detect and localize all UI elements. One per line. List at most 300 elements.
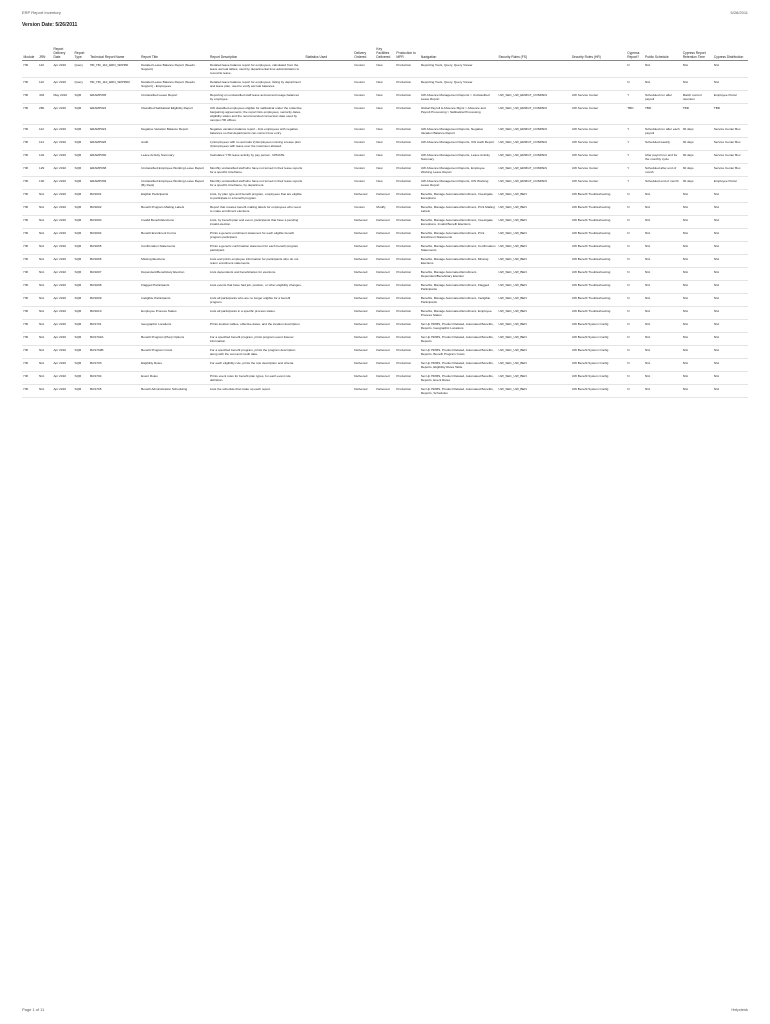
table-cell: UW_SEC_UW_BEN xyxy=(497,216,570,229)
table-cell: BAS003 xyxy=(89,216,140,229)
table-cell: N xyxy=(626,242,644,255)
table-cell: 280 xyxy=(38,104,52,125)
table-cell: N/A xyxy=(644,229,682,242)
table-cell: Custom xyxy=(353,104,375,125)
column-header: Delivery Ordered xyxy=(353,32,375,61)
table-cell: Modify xyxy=(375,203,395,216)
table-cell: UW Absence Management Reports > Unclassified Leave Report xyxy=(419,91,497,104)
table-cell: BAS704 xyxy=(89,372,140,385)
table-cell: SQR xyxy=(73,164,89,177)
table-cell: UW Benefit Troubleshooting xyxy=(570,294,626,307)
table-cell: Custom xyxy=(353,91,375,104)
table-cell: For a specified benefit program, prints program event listener information. xyxy=(208,333,303,346)
table-cell: Prints location tables, effective dates, and the location description. xyxy=(208,320,303,333)
table-cell: SQR xyxy=(73,255,89,268)
table-cell: For a specified benefit program, prints the program description along with the cost and credit data. xyxy=(208,346,303,359)
table-cell: Apr 2010 xyxy=(52,320,73,333)
table-cell: SQR xyxy=(73,190,89,203)
table-cell: Benefit Enrollment Forms xyxy=(140,229,209,242)
table-cell: 114 xyxy=(38,138,52,151)
table-cell: May 2010 xyxy=(52,91,73,104)
table-cell: N/A xyxy=(681,190,712,203)
column-header: Navigation xyxy=(419,32,497,61)
table-cell xyxy=(304,294,353,307)
table-cell xyxy=(304,91,353,104)
table-cell: Apr 2010 xyxy=(52,294,73,307)
table-cell: Set Up HRMS, Product Related, Automated Benefits, Reports, Benefit Program Costs xyxy=(419,346,497,359)
table-cell: N xyxy=(626,216,644,229)
table-cell: N xyxy=(626,61,644,78)
table-cell: N/A xyxy=(681,216,712,229)
table-cell: HR xyxy=(22,138,38,151)
table-cell: N/A xyxy=(644,385,682,398)
table-cell: Delivered xyxy=(353,385,375,398)
table-cell: UW_SEC_UW_BEN xyxy=(497,320,570,333)
table-cell: Delivered xyxy=(353,190,375,203)
table-row xyxy=(22,294,748,307)
table-cell: 102 xyxy=(38,151,52,164)
table-cell: SQR xyxy=(73,125,89,138)
table-cell xyxy=(304,104,353,125)
table-cell: ERAMP035 xyxy=(89,91,140,104)
column-header: Production to MPR xyxy=(395,32,419,61)
table-cell: N/A xyxy=(712,242,748,255)
table-cell: HR xyxy=(22,190,38,203)
table-cell: Production xyxy=(395,164,419,177)
table-cell: Detailed leave balance report for employees, calculated from the leave accrual tables; used by departmental time administrators to reconcile leave. xyxy=(208,61,303,78)
column-header: Report Title xyxy=(140,32,209,61)
table-cell: Production xyxy=(395,294,419,307)
table-cell xyxy=(304,151,353,164)
table-cell: Apr 2010 xyxy=(52,333,73,346)
table-cell: New xyxy=(375,138,395,151)
table-cell: N/A xyxy=(38,203,52,216)
table-cell: Lists all participants who are no longer eligible for a benefit program. xyxy=(208,294,303,307)
table-cell: UW classified employees eligible for sabbatical under the collective bargaining agreements; the report lists employees, seniority dates, eligibility status and the recommended conversion date used by campus HR offices. xyxy=(208,104,303,125)
table-cell: HR_HR_110_ERN_SRPRD2 xyxy=(89,78,140,91)
table-cell: Set Up HRMS, Product Related, Automated Benefits, Reports, Event Rules xyxy=(419,372,497,385)
table-cell: ERAMP026 xyxy=(89,138,140,151)
table-cell: Custom xyxy=(353,164,375,177)
table-cell: Employee Process Status xyxy=(140,307,209,320)
table-cell: N/A xyxy=(38,359,52,372)
table-cell: Delivered xyxy=(375,307,395,320)
table-cell: Delivered xyxy=(375,255,395,268)
table-cell: SQR xyxy=(73,229,89,242)
table-cell: Geographic Locations xyxy=(140,320,209,333)
table-cell: Delivered xyxy=(375,268,395,281)
table-cell: Detailed Leave Balance Report (Needs Support) xyxy=(140,61,209,78)
table-cell: SQR xyxy=(73,281,89,294)
table-cell: UW Benefit Troubleshooting xyxy=(570,281,626,294)
table-cell: Delivered xyxy=(353,320,375,333)
table-row xyxy=(22,385,748,398)
table-cell: Custom xyxy=(353,138,375,151)
table-cell: New xyxy=(375,104,395,125)
table-cell: 30 days xyxy=(681,125,712,138)
table-cell: N/A xyxy=(712,190,748,203)
table-cell: Delivered xyxy=(353,359,375,372)
table-cell: BAS009 xyxy=(89,294,140,307)
table-cell: Production xyxy=(395,91,419,104)
table-cell: BAS008 xyxy=(89,281,140,294)
table-cell xyxy=(570,78,626,91)
table-cell xyxy=(304,385,353,398)
table-cell: N/A xyxy=(644,242,682,255)
table-cell: Delivered xyxy=(375,333,395,346)
table-row xyxy=(22,125,748,138)
table-row xyxy=(22,216,748,229)
table-cell: HR xyxy=(22,320,38,333)
table-cell: 30 days xyxy=(681,138,712,151)
table-cell: Benefit Administration Scheduling xyxy=(140,385,209,398)
table-cell: Employee Portal xyxy=(712,91,748,104)
table-cell: N/A xyxy=(712,320,748,333)
table-cell: Unclassified Leave Report xyxy=(140,91,209,104)
table-cell: N/A xyxy=(712,333,748,346)
table-cell: Detailed Leave Balance Report (Needs Support) - Employees xyxy=(140,78,209,91)
table-cell: 30 days xyxy=(681,164,712,177)
table-cell: N xyxy=(626,320,644,333)
table-cell: Benefit Program (Plan) Options xyxy=(140,333,209,346)
table-cell: UW_SEC_UW_BEN xyxy=(497,385,570,398)
table-cell: New xyxy=(375,78,395,91)
table-cell: N/A xyxy=(681,385,712,398)
table-cell: Benefits, Manage Automated Enrollment, Dependent/Beneficiary Election xyxy=(419,268,497,281)
table-cell: N/A xyxy=(644,320,682,333)
table-cell: UW Benefit Troubleshooting xyxy=(570,242,626,255)
table-cell xyxy=(304,281,353,294)
table-cell: BAS010 xyxy=(89,307,140,320)
table-cell: Y xyxy=(626,164,644,177)
table-cell: N/A xyxy=(712,216,748,229)
table-cell: Delivered xyxy=(375,281,395,294)
table-cell: N/A xyxy=(712,229,748,242)
table-cell: Scheduled run after each payroll xyxy=(644,125,682,138)
table-cell: N xyxy=(626,255,644,268)
table-cell: Prints event rules for benefit plan types, for each event rule definition. xyxy=(208,372,303,385)
table-cell: N/A xyxy=(681,242,712,255)
table-cell: 130 xyxy=(38,177,52,190)
table-cell: Benefits, Manage Automated Enrollment, Confirmation Statements xyxy=(419,242,497,255)
table-cell: N/A xyxy=(712,385,748,398)
table-cell: Delivered xyxy=(353,281,375,294)
table-cell: Prints a generic enrollment statement for each eligible benefit program participant. xyxy=(208,229,303,242)
table-cell: UW_SEC_UW_BEN xyxy=(497,294,570,307)
table-row xyxy=(22,229,748,242)
table-cell: Apr 2010 xyxy=(52,255,73,268)
table-cell: N/A xyxy=(644,333,682,346)
table-cell: ERAMP024 xyxy=(89,125,140,138)
table-cell: Benefits, Manage Automated Enrollment, Missing Elections xyxy=(419,255,497,268)
table-cell: Flagged Participants xyxy=(140,281,209,294)
table-cell: UW Benefit Troubleshooting xyxy=(570,255,626,268)
table-cell: New xyxy=(375,151,395,164)
table-cell: UW Absence Management Reports, Negative Vacation Balance Report xyxy=(419,125,497,138)
table-cell: SQR xyxy=(73,346,89,359)
table-cell: HR xyxy=(22,91,38,104)
table-cell: N/A xyxy=(712,359,748,372)
table-cell: N/A xyxy=(644,268,682,281)
table-cell: Apr 2010 xyxy=(52,307,73,320)
table-cell: HR xyxy=(22,61,38,78)
table-cell: Delivered xyxy=(353,307,375,320)
table-cell: 129 xyxy=(38,164,52,177)
column-header: Technical Report Name xyxy=(89,32,140,61)
table-cell: UW Benefit Troubleshooting xyxy=(570,268,626,281)
table-cell: Apr 2010 xyxy=(52,346,73,359)
table-cell: TBD xyxy=(712,104,748,125)
table-cell: BAS002 xyxy=(89,203,140,216)
table-cell: HR xyxy=(22,151,38,164)
table-cell: Lists all participants in a specific process status. xyxy=(208,307,303,320)
table-cell: UW Absence Management Reports, UW Working Leave Report xyxy=(419,177,497,190)
table-cell: UW Absence Management Reports, Employee Working Leave Report xyxy=(419,164,497,177)
table-cell: New xyxy=(375,61,395,78)
table-cell: BAS001 xyxy=(89,190,140,203)
table-cell: Production xyxy=(395,61,419,78)
table-cell: N/A xyxy=(644,78,682,91)
table-cell: UW_SEC_UW_BEN xyxy=(497,372,570,385)
table-cell: N/A xyxy=(38,294,52,307)
table-cell: Apr 2010 xyxy=(52,268,73,281)
table-cell: N xyxy=(626,294,644,307)
table-cell: N/A xyxy=(681,255,712,268)
table-body xyxy=(22,61,748,398)
table-cell: SQR xyxy=(73,216,89,229)
table-cell: BAS703 xyxy=(89,359,140,372)
table-cell: 403 xyxy=(38,91,52,104)
table-row xyxy=(22,164,748,177)
table-cell: Apr 2010 xyxy=(52,138,73,151)
table-cell xyxy=(304,78,353,91)
table-cell: Apr 2010 xyxy=(52,61,73,78)
table-cell: N xyxy=(626,333,644,346)
table-cell: UW Service Center xyxy=(570,164,626,177)
table-cell: Lists dependents and beneficiaries for elections. xyxy=(208,268,303,281)
table-cell: ERAMP022 xyxy=(89,104,140,125)
table-row xyxy=(22,78,748,91)
table-cell: N/A xyxy=(644,372,682,385)
table-cell: Benefits, Manage Automated Enrollment, Investigate Exceptions, Invalid Benefit Elections xyxy=(419,216,497,229)
table-cell: Report that creates benefit mailing labels for employees who need to make enrollment elections. xyxy=(208,203,303,216)
table-cell: Delivered xyxy=(353,333,375,346)
table-cell: HR xyxy=(22,78,38,91)
table-cell: Leave Activity Summary xyxy=(140,151,209,164)
table-cell: N/A xyxy=(644,281,682,294)
table-cell: Production xyxy=(395,125,419,138)
table-cell: Apr 2010 xyxy=(52,164,73,177)
table-cell xyxy=(497,78,570,91)
table-row xyxy=(22,242,748,255)
table-cell: N xyxy=(626,346,644,359)
table-cell: UW_SEC_UW_BEN xyxy=(497,281,570,294)
table-cell: Custom xyxy=(353,203,375,216)
column-header: Cypress Report? xyxy=(626,32,644,61)
table-cell xyxy=(304,307,353,320)
table-cell xyxy=(304,177,353,190)
table-cell: TBD xyxy=(626,104,644,125)
table-cell: Delivered xyxy=(353,372,375,385)
table-cell: UW Service Center xyxy=(570,104,626,125)
table-cell: UW Benefit Troubleshooting xyxy=(570,216,626,229)
table-cell: HR xyxy=(22,385,38,398)
column-header: JRN xyxy=(38,32,52,61)
table-cell: N xyxy=(626,372,644,385)
table-cell: Production xyxy=(395,359,419,372)
table-cell: N xyxy=(626,385,644,398)
table-cell: UW_SEC_UW_ERMGT_COMPEN xyxy=(497,91,570,104)
table-cell: BAS702B xyxy=(89,346,140,359)
table-cell: Custom xyxy=(353,151,375,164)
table-cell: N xyxy=(626,229,644,242)
table-cell: Apr 2010 xyxy=(52,151,73,164)
table-cell: N/A xyxy=(644,307,682,320)
table-cell xyxy=(304,164,353,177)
table-cell: SQR xyxy=(73,320,89,333)
table-cell: UW_SEC_UW_ERMGT_COMPEN xyxy=(497,104,570,125)
table-cell: Reporting Tools, Query, Query Viewer xyxy=(419,61,497,78)
table-cell: Negative Vacation Balance Report xyxy=(140,125,209,138)
table-cell: Lists the schedule that make up each report. xyxy=(208,385,303,398)
table-cell: Missing Elections xyxy=(140,255,209,268)
table-cell: SQR xyxy=(73,307,89,320)
table-cell: Audit xyxy=(140,138,209,151)
table-cell: N xyxy=(626,359,644,372)
column-header: Security Roles (HR) xyxy=(570,32,626,61)
table-cell: UW Benefit System Config xyxy=(570,359,626,372)
table-row xyxy=(22,203,748,216)
table-cell: 110 xyxy=(38,78,52,91)
table-cell: Reporting Tools, Query, Query Viewer xyxy=(419,78,497,91)
page-number: Page 1 of 11 xyxy=(22,1007,45,1012)
table-cell: Service Center Box xyxy=(712,164,748,177)
table-cell: Delivered xyxy=(375,320,395,333)
table-cell: N/A xyxy=(644,359,682,372)
table-cell: Production xyxy=(395,177,419,190)
table-cell: Benefits, Manage Automated Enrollment, Employee Process Status xyxy=(419,307,497,320)
table-cell: Set Up HRMS, Product Related, Automated Benefits, Reports xyxy=(419,333,497,346)
table-cell: New xyxy=(375,177,395,190)
table-cell xyxy=(304,346,353,359)
table-cell: UW Service Center xyxy=(570,177,626,190)
table-cell: Set Up HRMS, Product Related, Automated Benefits, Reports, Schedules xyxy=(419,385,497,398)
table-cell: Apr 2010 xyxy=(52,216,73,229)
table-cell: Delivered xyxy=(375,294,395,307)
table-cell: Scheduled run after payroll xyxy=(644,91,682,104)
table-cell: Delivered xyxy=(353,216,375,229)
table-cell: SQR xyxy=(73,294,89,307)
table-cell: Production xyxy=(395,216,419,229)
table-cell xyxy=(304,190,353,203)
table-cell xyxy=(570,61,626,78)
table-cell: N/A xyxy=(644,190,682,203)
table-cell: SQR xyxy=(73,359,89,372)
table-cell: UW Absence Management Reports, Leave Activity Summary xyxy=(419,151,497,164)
table-cell: N/A xyxy=(644,216,682,229)
table-cell: Delivered xyxy=(375,372,395,385)
table-cell: N/A xyxy=(38,281,52,294)
column-header: Cypress Report Retention Time xyxy=(681,32,712,61)
table-cell: Benefit Program Mailing Labels xyxy=(140,203,209,216)
table-row xyxy=(22,346,748,359)
table-cell: N/A xyxy=(38,333,52,346)
column-header: Report Description xyxy=(208,32,303,61)
table-cell: BAS702A xyxy=(89,333,140,346)
table-cell xyxy=(304,320,353,333)
table-cell: Y xyxy=(626,125,644,138)
table-cell: Apr 2010 xyxy=(52,203,73,216)
table-cell: After payroll run and for the monthly cycle xyxy=(644,151,682,164)
table-cell: Employee Portal xyxy=(712,177,748,190)
table-cell: Eligible Participants xyxy=(140,190,209,203)
table-cell: SQR xyxy=(73,268,89,281)
table-cell: Apr 2010 xyxy=(52,242,73,255)
table-cell: HR_HR_110_ERN_SRPRD xyxy=(89,61,140,78)
table-cell: N/A xyxy=(644,61,682,78)
table-cell: For each eligibility rule, prints the rule description and criteria. xyxy=(208,359,303,372)
table-row xyxy=(22,104,748,125)
table-cell: N/A xyxy=(712,268,748,281)
table-cell: ERAMP038 xyxy=(89,164,140,177)
table-cell: HR xyxy=(22,294,38,307)
table-cell: N/A xyxy=(681,229,712,242)
table-cell: HR xyxy=(22,203,38,216)
table-cell: Eligibility Rules xyxy=(140,359,209,372)
table-cell: HR xyxy=(22,104,38,125)
table-cell: SQR xyxy=(73,138,89,151)
table-cell: N/A xyxy=(681,281,712,294)
table-cell: Production xyxy=(395,78,419,91)
table-cell: SQR xyxy=(73,91,89,104)
table-cell: Monthly unclassified staff who have not turned in their leave reports for a specific timeframe. xyxy=(208,164,303,177)
table-cell: N/A xyxy=(38,255,52,268)
table-cell: N/A xyxy=(681,359,712,372)
table-cell: Set Up HRMS, Product Related, Automated Benefits, Reports, Eligibility Rules Table xyxy=(419,359,497,372)
table-cell: 30 days xyxy=(681,151,712,164)
table-cell: Delivered xyxy=(353,255,375,268)
table-cell: N/A xyxy=(38,216,52,229)
table-cell: N/A xyxy=(644,346,682,359)
table-cell: N/A xyxy=(38,385,52,398)
table-cell: Production xyxy=(395,242,419,255)
table-cell: UW Service Center xyxy=(570,151,626,164)
report-inventory-table xyxy=(22,32,748,398)
table-cell: Invalid Benefit Elections xyxy=(140,216,209,229)
table-cell: HR xyxy=(22,346,38,359)
table-cell: UW_SEC_UW_ERMGT_COMPEN xyxy=(497,151,570,164)
table-cell: N/A xyxy=(681,78,712,91)
table-cell: SQR xyxy=(73,177,89,190)
table-cell: Apr 2010 xyxy=(52,229,73,242)
table-cell: HR xyxy=(22,333,38,346)
table-cell: HR xyxy=(22,359,38,372)
table-cell: Delivered xyxy=(353,268,375,281)
table-row xyxy=(22,372,748,385)
table-cell: Production xyxy=(395,104,419,125)
table-cell: Confirmation Statements xyxy=(140,242,209,255)
table-row xyxy=(22,138,748,151)
table-cell: Lists, by plan type and benefit program, employees that are eligible to participate in a benefit program. xyxy=(208,190,303,203)
table-cell xyxy=(304,242,353,255)
table-cell: Custom xyxy=(353,61,375,78)
table-cell: Match current retention xyxy=(681,91,712,104)
table-cell: SQR xyxy=(73,151,89,164)
table-cell: N/A xyxy=(681,203,712,216)
table-row xyxy=(22,307,748,320)
table-cell: N/A xyxy=(681,294,712,307)
table-cell: Production xyxy=(395,151,419,164)
